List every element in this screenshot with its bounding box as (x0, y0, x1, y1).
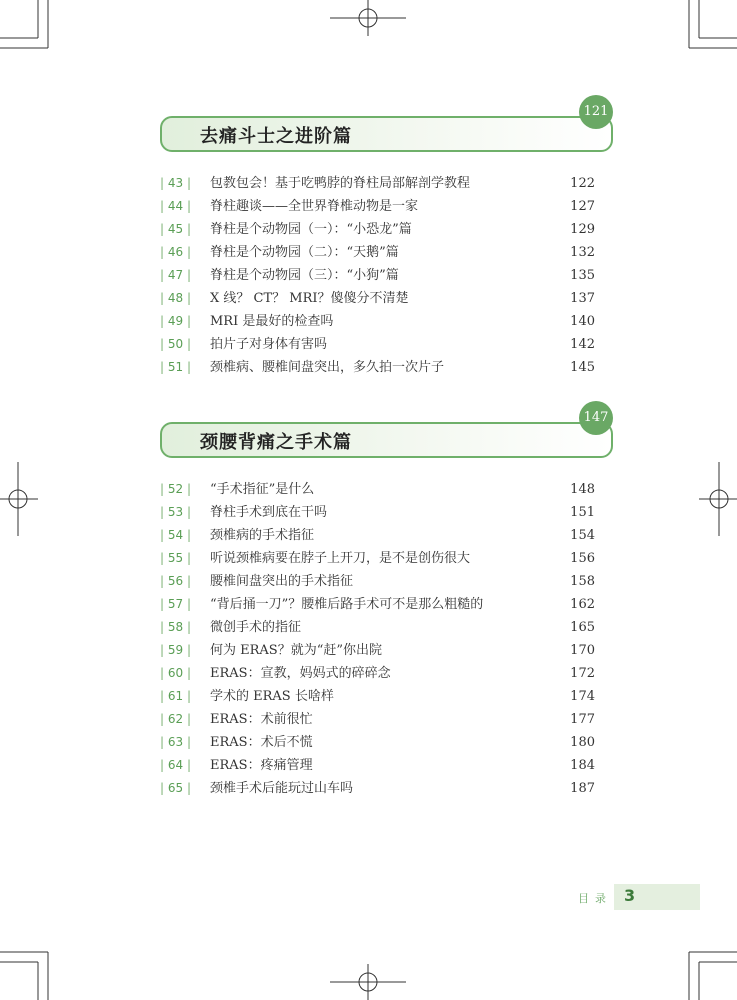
entry-number: | 59 | (160, 643, 192, 657)
entry-number: | 57 | (160, 597, 192, 611)
toc-entry[interactable] (160, 639, 613, 662)
entry-title: “手术指征”是什么 (210, 482, 315, 497)
toc-entry[interactable] (160, 218, 613, 241)
entry-number: | 50 | (160, 337, 192, 351)
entry-number: | 54 | (160, 528, 192, 542)
entry-title: 微创手术的指征 (210, 620, 302, 635)
section-page-badge: 147 (579, 401, 613, 435)
entry-title: ERAS：宣教，妈妈式的碎碎念 (210, 666, 391, 681)
toc-entry[interactable] (160, 570, 613, 593)
toc-entry[interactable] (160, 287, 613, 310)
entry-number: | 60 | (160, 666, 192, 680)
entry-title: X 线？ CT？ MRI？傻傻分不清楚 (210, 291, 409, 306)
entry-page: 184 (570, 758, 595, 773)
section-title: 颈腰背痛之手术篇 (200, 432, 352, 453)
toc-entry[interactable] (160, 708, 613, 731)
entry-title: 拍片子对身体有害吗 (210, 337, 328, 352)
entry-title: 脊柱手术到底在干吗 (210, 505, 328, 520)
entry-title: MRI 是最好的检查吗 (210, 314, 334, 329)
entry-page: 122 (570, 176, 595, 191)
entry-page: 174 (570, 689, 595, 704)
entry-title: 脊柱是个动物园（三）：“小狗”篇 (210, 268, 399, 283)
entry-number: | 65 | (160, 781, 192, 795)
entry-page: 151 (570, 505, 595, 520)
entry-number: | 47 | (160, 268, 192, 282)
footer-page-number: 3 (624, 886, 636, 905)
entry-page: 154 (570, 528, 595, 543)
entry-title: ERAS：疼痛管理 (210, 758, 313, 773)
toc-entry[interactable] (160, 547, 613, 570)
toc-entry[interactable] (160, 593, 613, 616)
section-banner (160, 104, 613, 152)
toc-entry-list (160, 478, 613, 800)
section-page-badge: 121 (579, 95, 613, 129)
entry-page: 140 (570, 314, 595, 329)
toc-entry[interactable] (160, 241, 613, 264)
entry-number: | 51 | (160, 360, 192, 374)
entry-page: 158 (570, 574, 595, 589)
entry-page: 156 (570, 551, 595, 566)
entry-page: 172 (570, 666, 595, 681)
entry-title: 听说颈椎病要在脖子上开刀，是不是创伤很大 (210, 551, 471, 566)
toc-entry[interactable] (160, 754, 613, 777)
entry-title: 脊柱趣谈——全世界脊椎动物是一家 (210, 199, 419, 214)
toc-entry[interactable] (160, 264, 613, 287)
entry-page: 177 (570, 712, 595, 727)
entry-number: | 44 | (160, 199, 192, 213)
toc-entry[interactable] (160, 356, 613, 379)
entry-title: ERAS：术前很忙 (210, 712, 313, 727)
entry-page: 137 (570, 291, 595, 306)
entry-number: | 48 | (160, 291, 192, 305)
entry-number: | 62 | (160, 712, 192, 726)
entry-title: 颈椎病、腰椎间盘突出，多久拍一次片子 (210, 360, 445, 375)
entry-title: 脊柱是个动物园（一）：“小恐龙”篇 (210, 222, 412, 237)
entry-page: 187 (570, 781, 595, 796)
toc-entry[interactable] (160, 333, 613, 356)
footer-section-label: 目录 (578, 892, 612, 905)
entry-title: 颈椎手术后能玩过山车吗 (210, 781, 354, 796)
section-banner (160, 410, 613, 458)
toc-entry[interactable] (160, 731, 613, 754)
entry-page: 142 (570, 337, 595, 352)
entry-number: | 58 | (160, 620, 192, 634)
entry-page: 135 (570, 268, 595, 283)
section-title: 去痛斗士之进阶篇 (200, 126, 352, 147)
entry-page: 162 (570, 597, 595, 612)
entry-number: | 64 | (160, 758, 192, 772)
entry-page: 145 (570, 360, 595, 375)
entry-page: 127 (570, 199, 595, 214)
entry-page: 129 (570, 222, 595, 237)
entry-number: | 49 | (160, 314, 192, 328)
entry-title: “背后捅一刀”？腰椎后路手术可不是那么粗糙的 (210, 597, 484, 612)
toc-entry[interactable] (160, 310, 613, 333)
entry-title: 何为 ERAS？就为“赶”你出院 (210, 643, 382, 658)
entry-number: | 55 | (160, 551, 192, 565)
toc-entry[interactable] (160, 478, 613, 501)
entry-number: | 45 | (160, 222, 192, 236)
toc-entry-list (160, 172, 613, 379)
toc-entry[interactable] (160, 777, 613, 800)
entry-number: | 43 | (160, 176, 192, 190)
entry-number: | 53 | (160, 505, 192, 519)
toc-section-surgery (160, 410, 613, 800)
toc-entry[interactable] (160, 195, 613, 218)
entry-page: 180 (570, 735, 595, 750)
toc-entry[interactable] (160, 172, 613, 195)
toc-section-advanced (160, 104, 613, 379)
entry-number: | 56 | (160, 574, 192, 588)
entry-title: 脊柱是个动物园（二）：“天鹅”篇 (210, 245, 399, 260)
toc-entry[interactable] (160, 616, 613, 639)
entry-title: 学术的 ERAS 长啥样 (210, 689, 334, 704)
entry-title: 腰椎间盘突出的手术指征 (210, 574, 354, 589)
entry-number: | 46 | (160, 245, 192, 259)
toc-entry[interactable] (160, 524, 613, 547)
entry-page: 165 (570, 620, 595, 635)
entry-title: ERAS：术后不慌 (210, 735, 313, 750)
entry-number: | 52 | (160, 482, 192, 496)
entry-page: 170 (570, 643, 595, 658)
entry-number: | 61 | (160, 689, 192, 703)
entry-number: | 63 | (160, 735, 192, 749)
entry-title: 颈椎病的手术指征 (210, 528, 315, 543)
footer-page-box (614, 884, 700, 910)
entry-title: 包教包会！基于吃鸭脖的脊柱局部解剖学教程 (210, 176, 471, 191)
entry-page: 148 (570, 482, 595, 497)
toc-entry[interactable] (160, 501, 613, 524)
toc-entry[interactable] (160, 662, 613, 685)
entry-page: 132 (570, 245, 595, 260)
toc-entry[interactable] (160, 685, 613, 708)
